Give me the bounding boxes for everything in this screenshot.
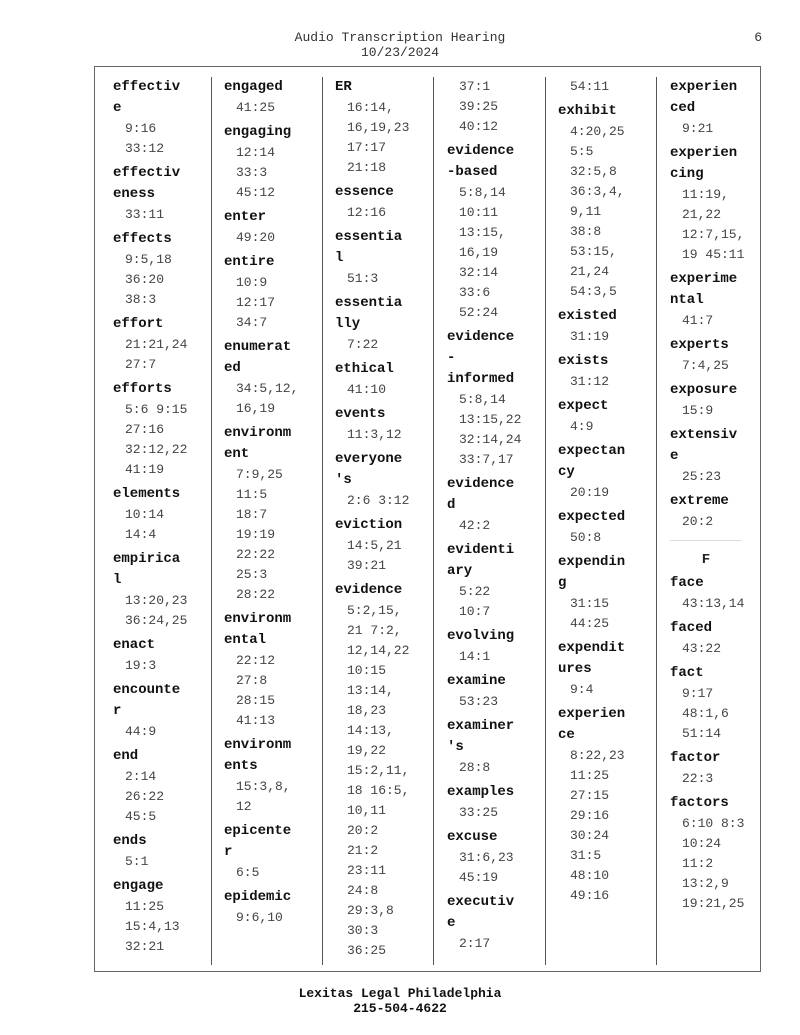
page-line-reference: 14:4 [125,527,157,542]
index-term: excuse [447,829,498,845]
index-term: essentia l [335,229,403,266]
index-entry [335,359,433,400]
index-term: evolving [447,628,515,644]
index-entry [224,252,322,333]
index-entry [113,163,211,225]
page-line-reference: 53:23 [459,694,499,709]
page-line-reference: 4:20,25 [570,124,625,139]
page-line-reference: 50:8 [570,530,602,545]
index-term: experien ced [670,79,738,116]
index-entry [558,507,656,548]
page-line-reference: 6:10 8:3 [682,816,745,831]
page-line-reference: 53:15, [570,244,617,259]
page-line-reference: 5:8,14 [459,185,506,200]
section-letter-heading: F [670,540,742,573]
index-term: experime ntal [670,271,738,308]
page-line-reference: 21,24 [570,264,610,279]
index-term: factor [670,750,721,766]
index-entry [447,782,545,823]
index-entry [447,327,545,470]
page-line-reference: 12:16 [347,205,387,220]
index-term: experien ce [558,706,626,743]
index-entry [670,335,768,376]
page-line-reference: 29:16 [570,808,610,823]
page-line-reference: 11:3,12 [347,427,402,442]
page-line-reference: 10,11 [347,803,387,818]
page-line-reference: 21:18 [347,160,387,175]
page-line-reference: 5:6 9:15 [125,402,188,417]
index-term: examine [447,673,506,689]
page-line-reference: 11:5 [236,487,268,502]
page-line-reference: 34:7 [236,315,268,330]
page-line-reference: 10:24 [682,836,722,851]
page-footer [0,986,800,1016]
index-entry [670,425,768,487]
page-line-reference: 41:19 [125,462,165,477]
page-line-reference: 9:17 [682,686,714,701]
page-line-reference: 19:3 [125,658,157,673]
page-line-reference: 5:22 [459,584,491,599]
page-line-reference: 45:12 [236,185,276,200]
page-line-reference: 49:20 [236,230,276,245]
index-entry [113,77,211,159]
page-line-reference: 51:3 [347,271,379,286]
index-entry [447,77,545,137]
page-line-reference: 9:16 [125,121,157,136]
index-term: extreme [670,493,729,509]
index-term: enact [113,637,156,653]
page-line-reference: 25:23 [682,469,722,484]
index-entry [113,549,211,631]
index-entry [670,380,768,421]
page-line-reference: 48:10 [570,868,610,883]
page-line-reference: 9:6,10 [236,910,283,925]
index-entry [670,748,768,789]
page-line-reference: 7:4,25 [682,358,729,373]
page-line-reference: 20:2 [347,823,379,838]
page-line-reference: 32:14,24 [459,432,522,447]
page-line-reference: 16,19 [459,245,499,260]
page-line-reference: 36:24,25 [125,613,188,628]
page-line-reference: 16:14, [347,100,394,115]
index-entry [224,122,322,203]
page-line-reference: 24:8 [347,883,379,898]
page-line-reference: 31:19 [570,329,610,344]
index-term: evidenti ary [447,542,515,579]
page-line-reference: 25:3 [236,567,268,582]
page-line-reference: 15:4,13 [125,919,180,934]
index-column-6 [670,77,768,965]
index-term: evidence [335,582,403,598]
page-line-reference: 27:16 [125,422,165,437]
page-line-reference: 33:7,17 [459,452,514,467]
index-term: ends [113,833,147,849]
index-term: exposure [670,382,738,398]
page-line-reference: 2:6 3:12 [347,493,410,508]
page-line-reference: 32:12,22 [125,442,188,457]
page-line-reference: 12 [236,799,252,814]
index-term: expendin g [558,554,626,591]
page-line-reference: 37:1 [459,79,491,94]
index-term: essence [335,184,394,200]
page-line-reference: 10:14 [125,507,165,522]
page-line-reference: 40:12 [459,119,499,134]
page-line-reference: 28:8 [459,760,491,775]
page-line-reference: 33:12 [125,141,165,156]
index-entry [224,207,322,248]
page-line-reference: 45:19 [459,870,499,885]
index-term: engaged [224,79,283,95]
index-term: enter [224,209,267,225]
index-entry [447,716,545,778]
index-term: expected [558,509,626,525]
index-term: events [335,406,386,422]
page-line-reference: 13:15, [459,225,506,240]
index-term: evidence - informed [447,329,515,387]
index-term: engaging [224,124,292,140]
index-term: exhibit [558,103,617,119]
page-line-reference: 11:19, [682,187,729,202]
page-header [0,30,800,60]
index-column-1 [113,77,212,965]
page-line-reference: 12:14 [236,145,276,160]
page-line-reference: 19,22 [347,743,387,758]
index-term: empirica l [113,551,181,588]
page-line-reference: 29:3,8 [347,903,394,918]
index-entry [447,626,545,667]
page-line-reference: 9:21 [682,121,714,136]
page-line-reference: 33:25 [459,805,499,820]
page-line-reference: 17:17 [347,140,387,155]
page-line-reference: 2:14 [125,769,157,784]
index-term: extensiv e [670,427,738,464]
page-line-reference: 52:24 [459,305,499,320]
index-term: exists [558,353,609,369]
index-entry [670,143,768,265]
page-line-reference: 42:2 [459,518,491,533]
page-line-reference: 22:12 [236,653,276,668]
index-term: ER [335,79,352,95]
page-line-reference: 31:6,23 [459,850,514,865]
page-line-reference: 2:17 [459,936,491,951]
page-line-reference: 7:9,25 [236,467,283,482]
page-line-reference: 12:17 [236,295,276,310]
page-line-reference: 14:1 [459,649,491,664]
index-entry [447,540,545,622]
index-term: engage [113,878,164,894]
index-term: end [113,748,139,764]
index-entry [558,638,656,700]
index-term: executiv e [447,894,515,931]
page-line-reference: 31:12 [570,374,610,389]
index-term: effects [113,231,172,247]
page-line-reference: 36:3,4, [570,184,625,199]
index-term: examiner 's [447,718,515,755]
index-term: experts [670,337,729,353]
page-line-reference: 49:16 [570,888,610,903]
index-entry [447,827,545,888]
index-term: factors [670,795,729,811]
page-line-reference: 20:19 [570,485,610,500]
page-line-reference: 13:2,9 [682,876,729,891]
page-line-reference: 5:1 [125,854,149,869]
index-term: efforts [113,381,172,397]
index-entry [113,680,211,742]
page-line-reference: 19 45:11 [682,247,745,262]
index-term: evidence -based [447,143,515,180]
index-entry [558,77,656,97]
page-line-reference: 13:14, [347,683,394,698]
page-line-reference: 31:15 [570,596,610,611]
page-line-reference: 15:9 [682,403,714,418]
index-entry [113,831,211,872]
index-entry [224,609,322,731]
index-entry [224,735,322,817]
index-entry [113,314,211,375]
page-line-reference: 8:22,23 [570,748,625,763]
page-line-reference: 22:3 [682,771,714,786]
index-entry [335,404,433,445]
page-line-reference: 11:25 [125,899,165,914]
page-line-reference: 9:5,18 [125,252,172,267]
page-line-reference: 41:10 [347,382,387,397]
index-entry [113,876,211,957]
page-line-reference: 41:25 [236,100,276,115]
page-line-reference: 16,19,23 [347,120,410,135]
page-line-reference: 43:13,14 [682,596,745,611]
page-line-reference: 6:5 [236,865,260,880]
index-term: expect [558,398,609,414]
page-line-reference: 5:2,15, [347,603,402,618]
page-line-reference: 9,11 [570,204,602,219]
page-line-reference: 13:20,23 [125,593,188,608]
page-line-reference: 54:11 [570,79,610,94]
index-entry [335,227,433,289]
page-line-reference: 41:13 [236,713,276,728]
index-entry [670,793,768,914]
index-entry [447,892,545,954]
page-line-reference: 4:9 [570,419,594,434]
index-term: epidemic [224,889,292,905]
index-entry [113,484,211,545]
page-line-reference: 32:21 [125,939,165,954]
page-line-reference: 48:1,6 [682,706,729,721]
index-term: effectiv e [113,79,181,116]
index-entry [447,141,545,323]
page-line-reference: 5:5 [570,144,594,159]
page-line-reference: 9:4 [570,682,594,697]
page-line-reference: 21:2 [347,843,379,858]
page-line-reference: 34:5,12, [236,381,299,396]
page-line-reference: 10:7 [459,604,491,619]
page-line-reference: 32:5,8 [570,164,617,179]
index-entry [558,441,656,503]
index-frame [94,66,761,972]
page-line-reference: 33:3 [236,165,268,180]
page-line-reference: 15:2,11, [347,763,410,778]
page-line-reference: 32:14 [459,265,499,280]
index-entry [558,351,656,392]
index-term: examples [447,784,515,800]
index-entry [670,618,768,659]
index-entry [335,515,433,576]
page-line-reference: 18,23 [347,703,387,718]
page-line-reference: 38:8 [570,224,602,239]
index-entry [670,491,768,532]
index-entry [670,663,768,744]
index-column-5 [558,77,657,965]
page-line-reference: 5:8,14 [459,392,506,407]
page-line-reference: 13:15,22 [459,412,522,427]
index-entry [447,671,545,712]
page-line-reference: 30:3 [347,923,379,938]
index-term: environm ents [224,737,292,774]
page-line-reference: 38:3 [125,292,157,307]
page-line-reference: 16,19 [236,401,276,416]
index-term: expectan cy [558,443,626,480]
index-entry [335,293,433,355]
page-line-reference: 33:6 [459,285,491,300]
footer-company: Lexitas Legal Philadelphia [298,986,502,1001]
index-entry [447,474,545,536]
page-line-reference: 27:8 [236,673,268,688]
page-line-reference: 44:25 [570,616,610,631]
page-line-reference: 12,14,22 [347,643,410,658]
index-term: effort [113,316,164,332]
page-line-reference: 44:9 [125,724,157,739]
index-column-3 [335,77,434,965]
page-line-reference: 18:7 [236,507,268,522]
page-line-reference: 45:5 [125,809,157,824]
page-line-reference: 36:20 [125,272,165,287]
page-line-reference: 23:11 [347,863,387,878]
index-term: essentia lly [335,295,403,332]
page-line-reference: 28:22 [236,587,276,602]
page-line-reference: 19:21,25 [682,896,745,911]
page-line-reference: 14:13, [347,723,394,738]
index-entry [113,379,211,480]
index-entry [224,337,322,419]
index-entry [224,77,322,118]
page-line-reference: 27:7 [125,357,157,372]
index-term: existed [558,308,617,324]
index-term: eviction [335,517,403,533]
index-term: everyone 's [335,451,403,488]
page-line-reference: 41:7 [682,313,714,328]
index-term: encounte r [113,682,181,719]
index-entry [558,306,656,347]
index-entry [558,704,656,906]
index-entry [113,635,211,676]
index-entry [113,746,211,827]
index-term: environm ent [224,425,292,462]
page-line-reference: 26:22 [125,789,165,804]
index-entry [558,396,656,437]
index-entry [224,423,322,605]
index-entry [335,580,433,961]
index-term: ethical [335,361,394,377]
index-entry [670,573,768,614]
index-entry [670,77,768,139]
page-line-reference: 18 16:5, [347,783,410,798]
index-entry [558,552,656,634]
index-entry [335,182,433,223]
page-line-reference: 54:3,5 [570,284,617,299]
index-term: elements [113,486,181,502]
page-line-reference: 30:24 [570,828,610,843]
page-line-reference: 27:15 [570,788,610,803]
page-line-reference: 51:14 [682,726,722,741]
page-line-reference: 7:22 [347,337,379,352]
index-term: environm ental [224,611,292,648]
page-line-reference: 10:9 [236,275,268,290]
index-term: entire [224,254,275,270]
page-line-reference: 11:25 [570,768,610,783]
index-term: faced [670,620,713,636]
page-line-reference: 10:11 [459,205,499,220]
index-column-4 [447,77,546,965]
page-line-reference: 36:25 [347,943,387,958]
index-term: expendit ures [558,640,626,677]
page-line-reference: 21 7:2, [347,623,402,638]
page-line-reference: 31:5 [570,848,602,863]
page-line-reference: 10:15 [347,663,387,678]
index-term: epicente r [224,823,292,860]
page-line-reference: 28:15 [236,693,276,708]
header-date: 10/23/2024 [360,45,439,60]
footer-phone: 215-504-4622 [353,1001,447,1016]
page-line-reference: 14:5,21 [347,538,402,553]
index-term: evidence d [447,476,515,513]
index-term: experien cing [670,145,738,182]
index-entry [335,449,433,511]
page-line-reference: 19:19 [236,527,276,542]
page-line-reference: 21,22 [682,207,722,222]
page-line-reference: 43:22 [682,641,722,656]
page-line-reference: 12:7,15, [682,227,745,242]
index-term: effectiv eness [113,165,181,202]
header-title: Audio Transcription Hearing [294,30,506,45]
page-line-reference: 39:21 [347,558,387,573]
page-line-reference: 22:22 [236,547,276,562]
page-line-reference: 21:21,24 [125,337,188,352]
page-line-reference: 20:2 [682,514,714,529]
page-line-reference: 33:11 [125,207,165,222]
page-line-reference: 15:3,8, [236,779,291,794]
page-number: 6 [754,30,762,45]
index-entry [113,229,211,310]
index-term: enumerat ed [224,339,292,376]
index-entry [224,821,322,883]
page-line-reference: 11:2 [682,856,714,871]
index-entry [335,77,433,178]
index-entry [670,269,768,331]
index-column-2 [224,77,323,965]
index-term: fact [670,665,704,681]
index-entry [224,887,322,928]
index-term: face [670,575,704,591]
index-entry [558,101,656,302]
page-line-reference: 39:25 [459,99,499,114]
